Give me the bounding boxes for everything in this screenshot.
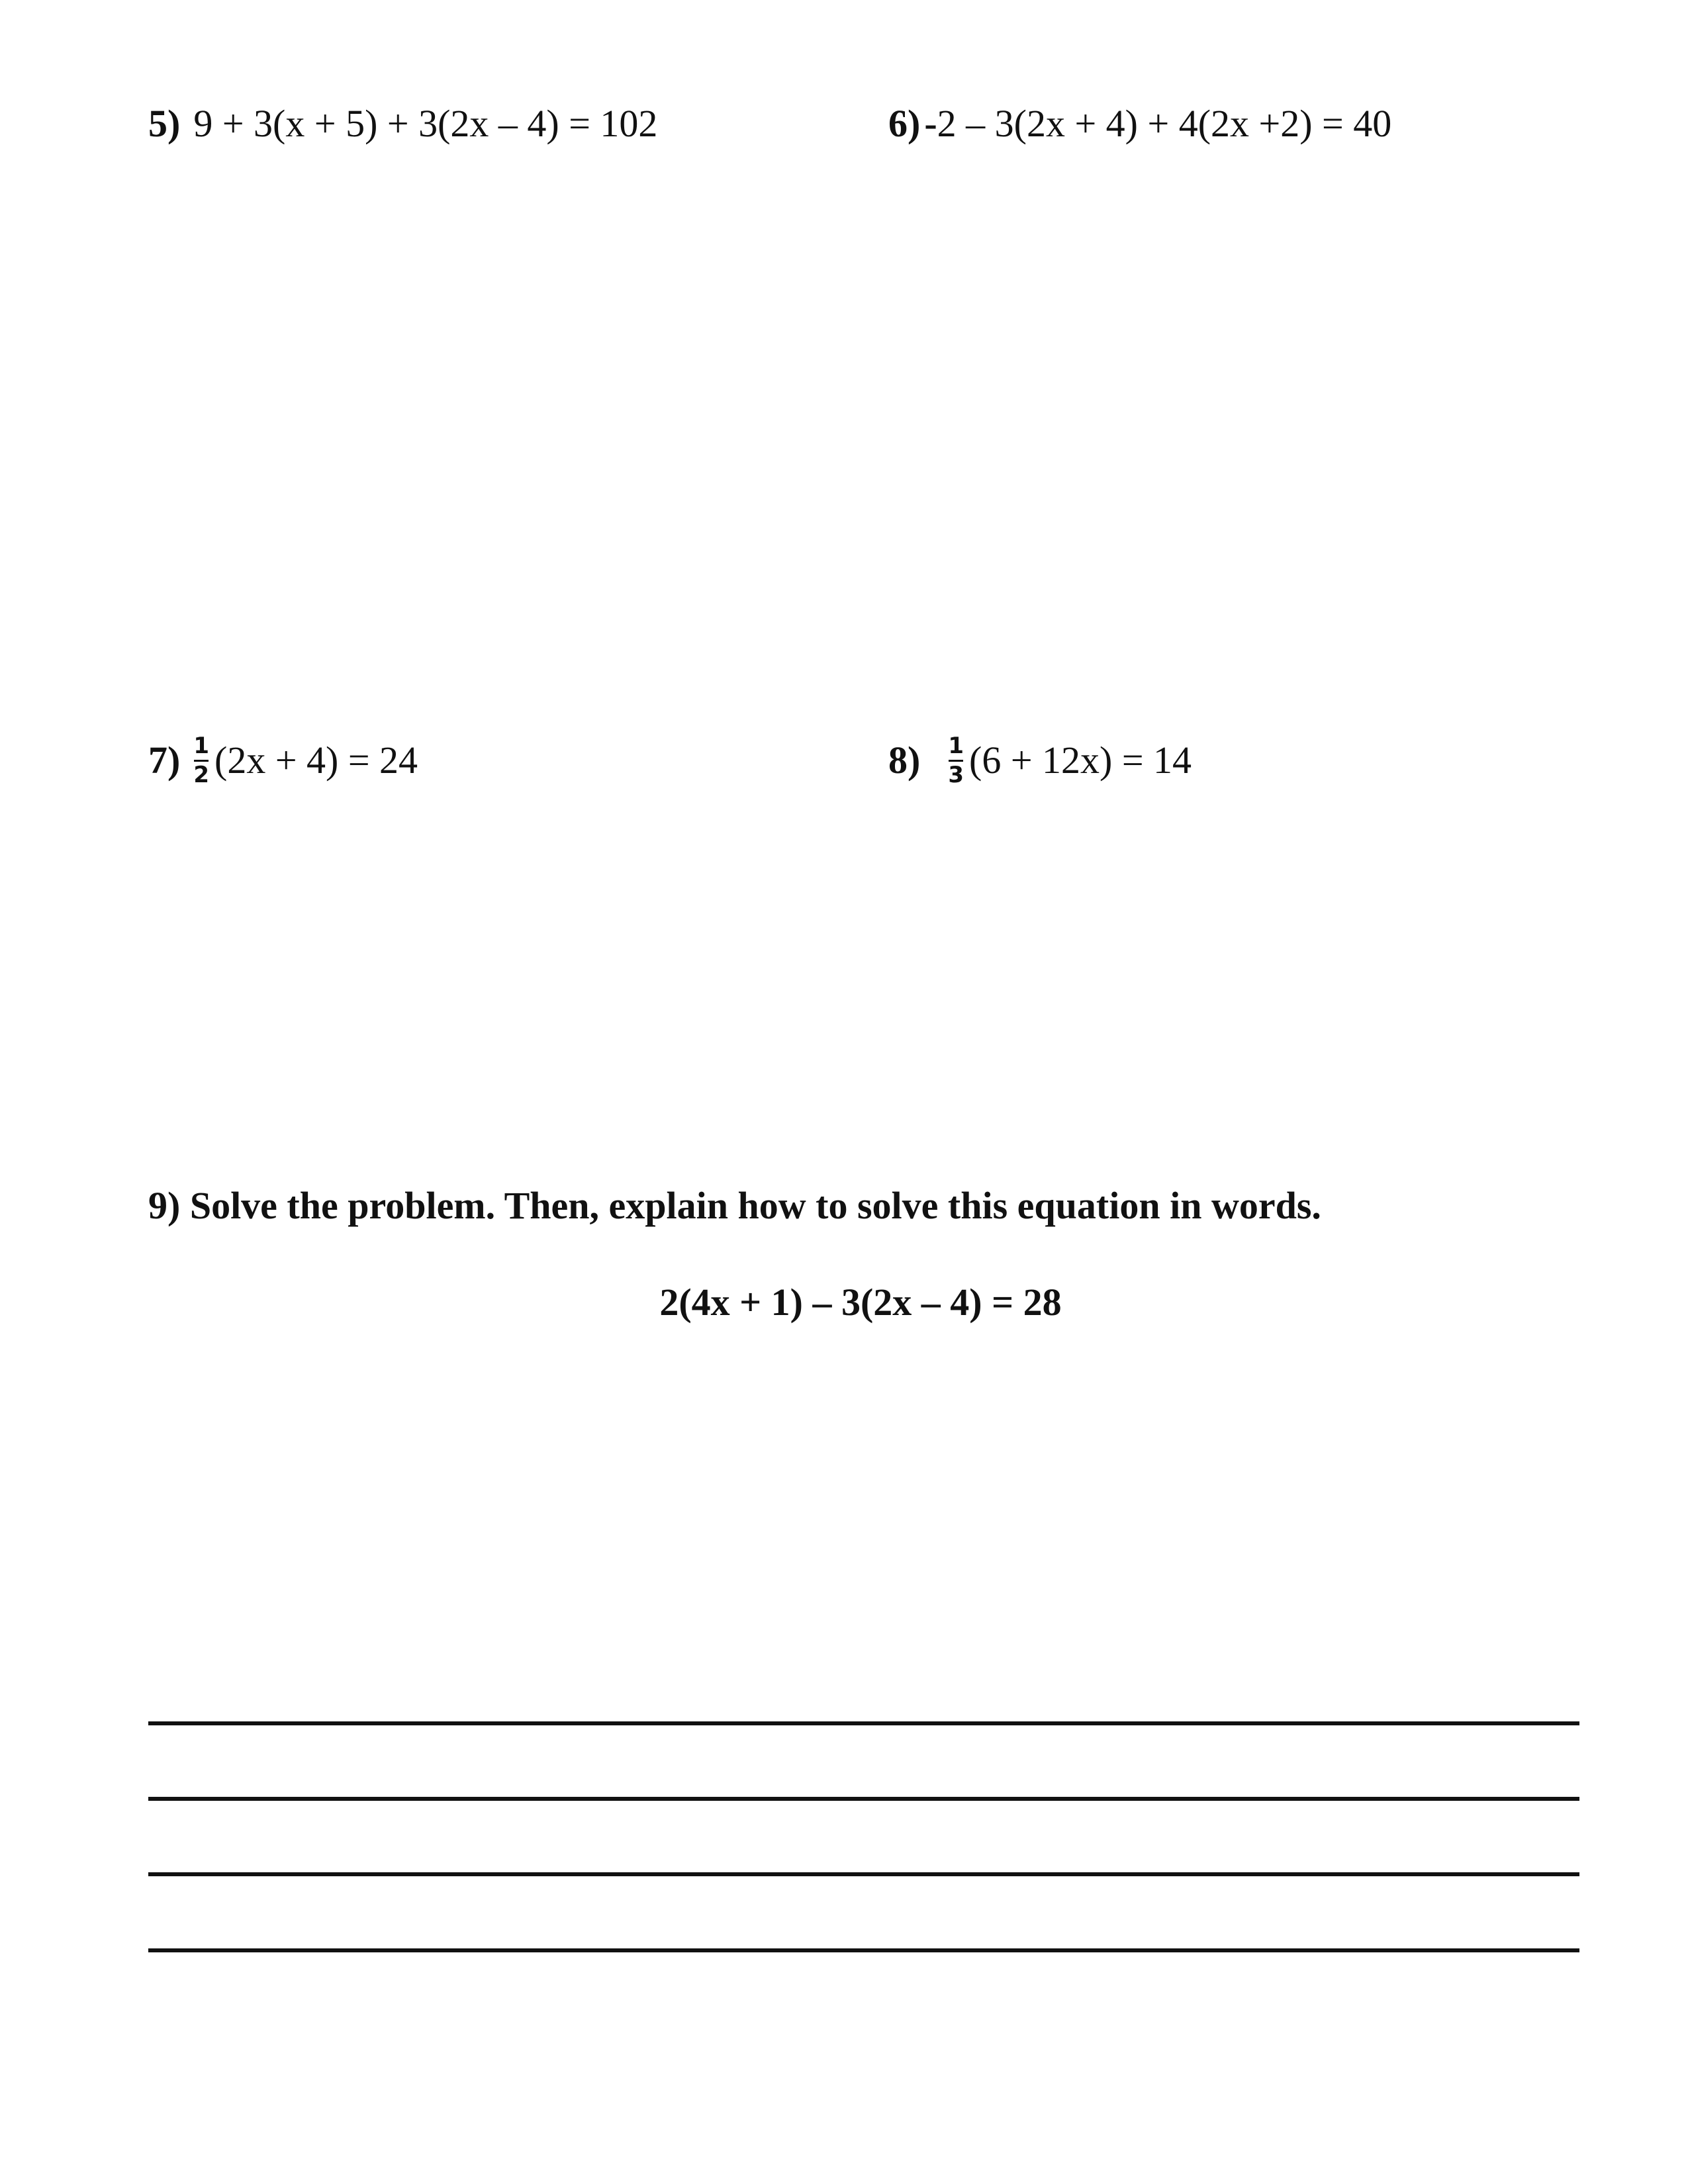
problem-5 — [148, 102, 658, 145]
problem-6-sign: - — [924, 102, 937, 145]
problem-8-fraction-numerator: 1 — [948, 733, 964, 759]
problem-7-equation: (2x + 4) = 24 — [214, 739, 418, 782]
problem-8-equation: (6 + 12x) = 14 — [969, 739, 1192, 782]
problem-9-equation: 2(4x + 1) – 3(2x – 4) = 28 — [659, 1281, 1062, 1324]
problem-8-fraction-denominator: 3 — [948, 762, 964, 788]
problem-7 — [148, 735, 418, 786]
problem-6-equation: 2 – 3(2x + 4) + 4(2x +2) = 40 — [937, 102, 1392, 145]
problem-8 — [888, 735, 1192, 786]
answer-line-3[interactable] — [148, 1872, 1579, 1876]
problem-8-fraction — [948, 735, 964, 786]
problem-7-fraction — [193, 735, 209, 786]
problem-7-number: 7) — [148, 739, 181, 782]
problem-7-fraction-denominator: 2 — [193, 762, 209, 788]
problem-9-instruction: 9) Solve the problem. Then, explain how to solve this equation in words. — [148, 1184, 1321, 1227]
problem-7-fraction-numerator: 1 — [193, 733, 209, 759]
answer-line-2[interactable] — [148, 1797, 1579, 1801]
problem-8-number: 8) — [888, 739, 921, 782]
answer-line-1[interactable] — [148, 1721, 1579, 1725]
problem-5-number: 5) — [148, 102, 181, 145]
answer-line-4[interactable] — [148, 1948, 1579, 1952]
problem-6 — [888, 102, 1392, 145]
problem-6-number: 6) — [888, 102, 921, 145]
problem-5-equation: 9 + 3(x + 5) + 3(2x – 4) = 102 — [193, 102, 658, 145]
